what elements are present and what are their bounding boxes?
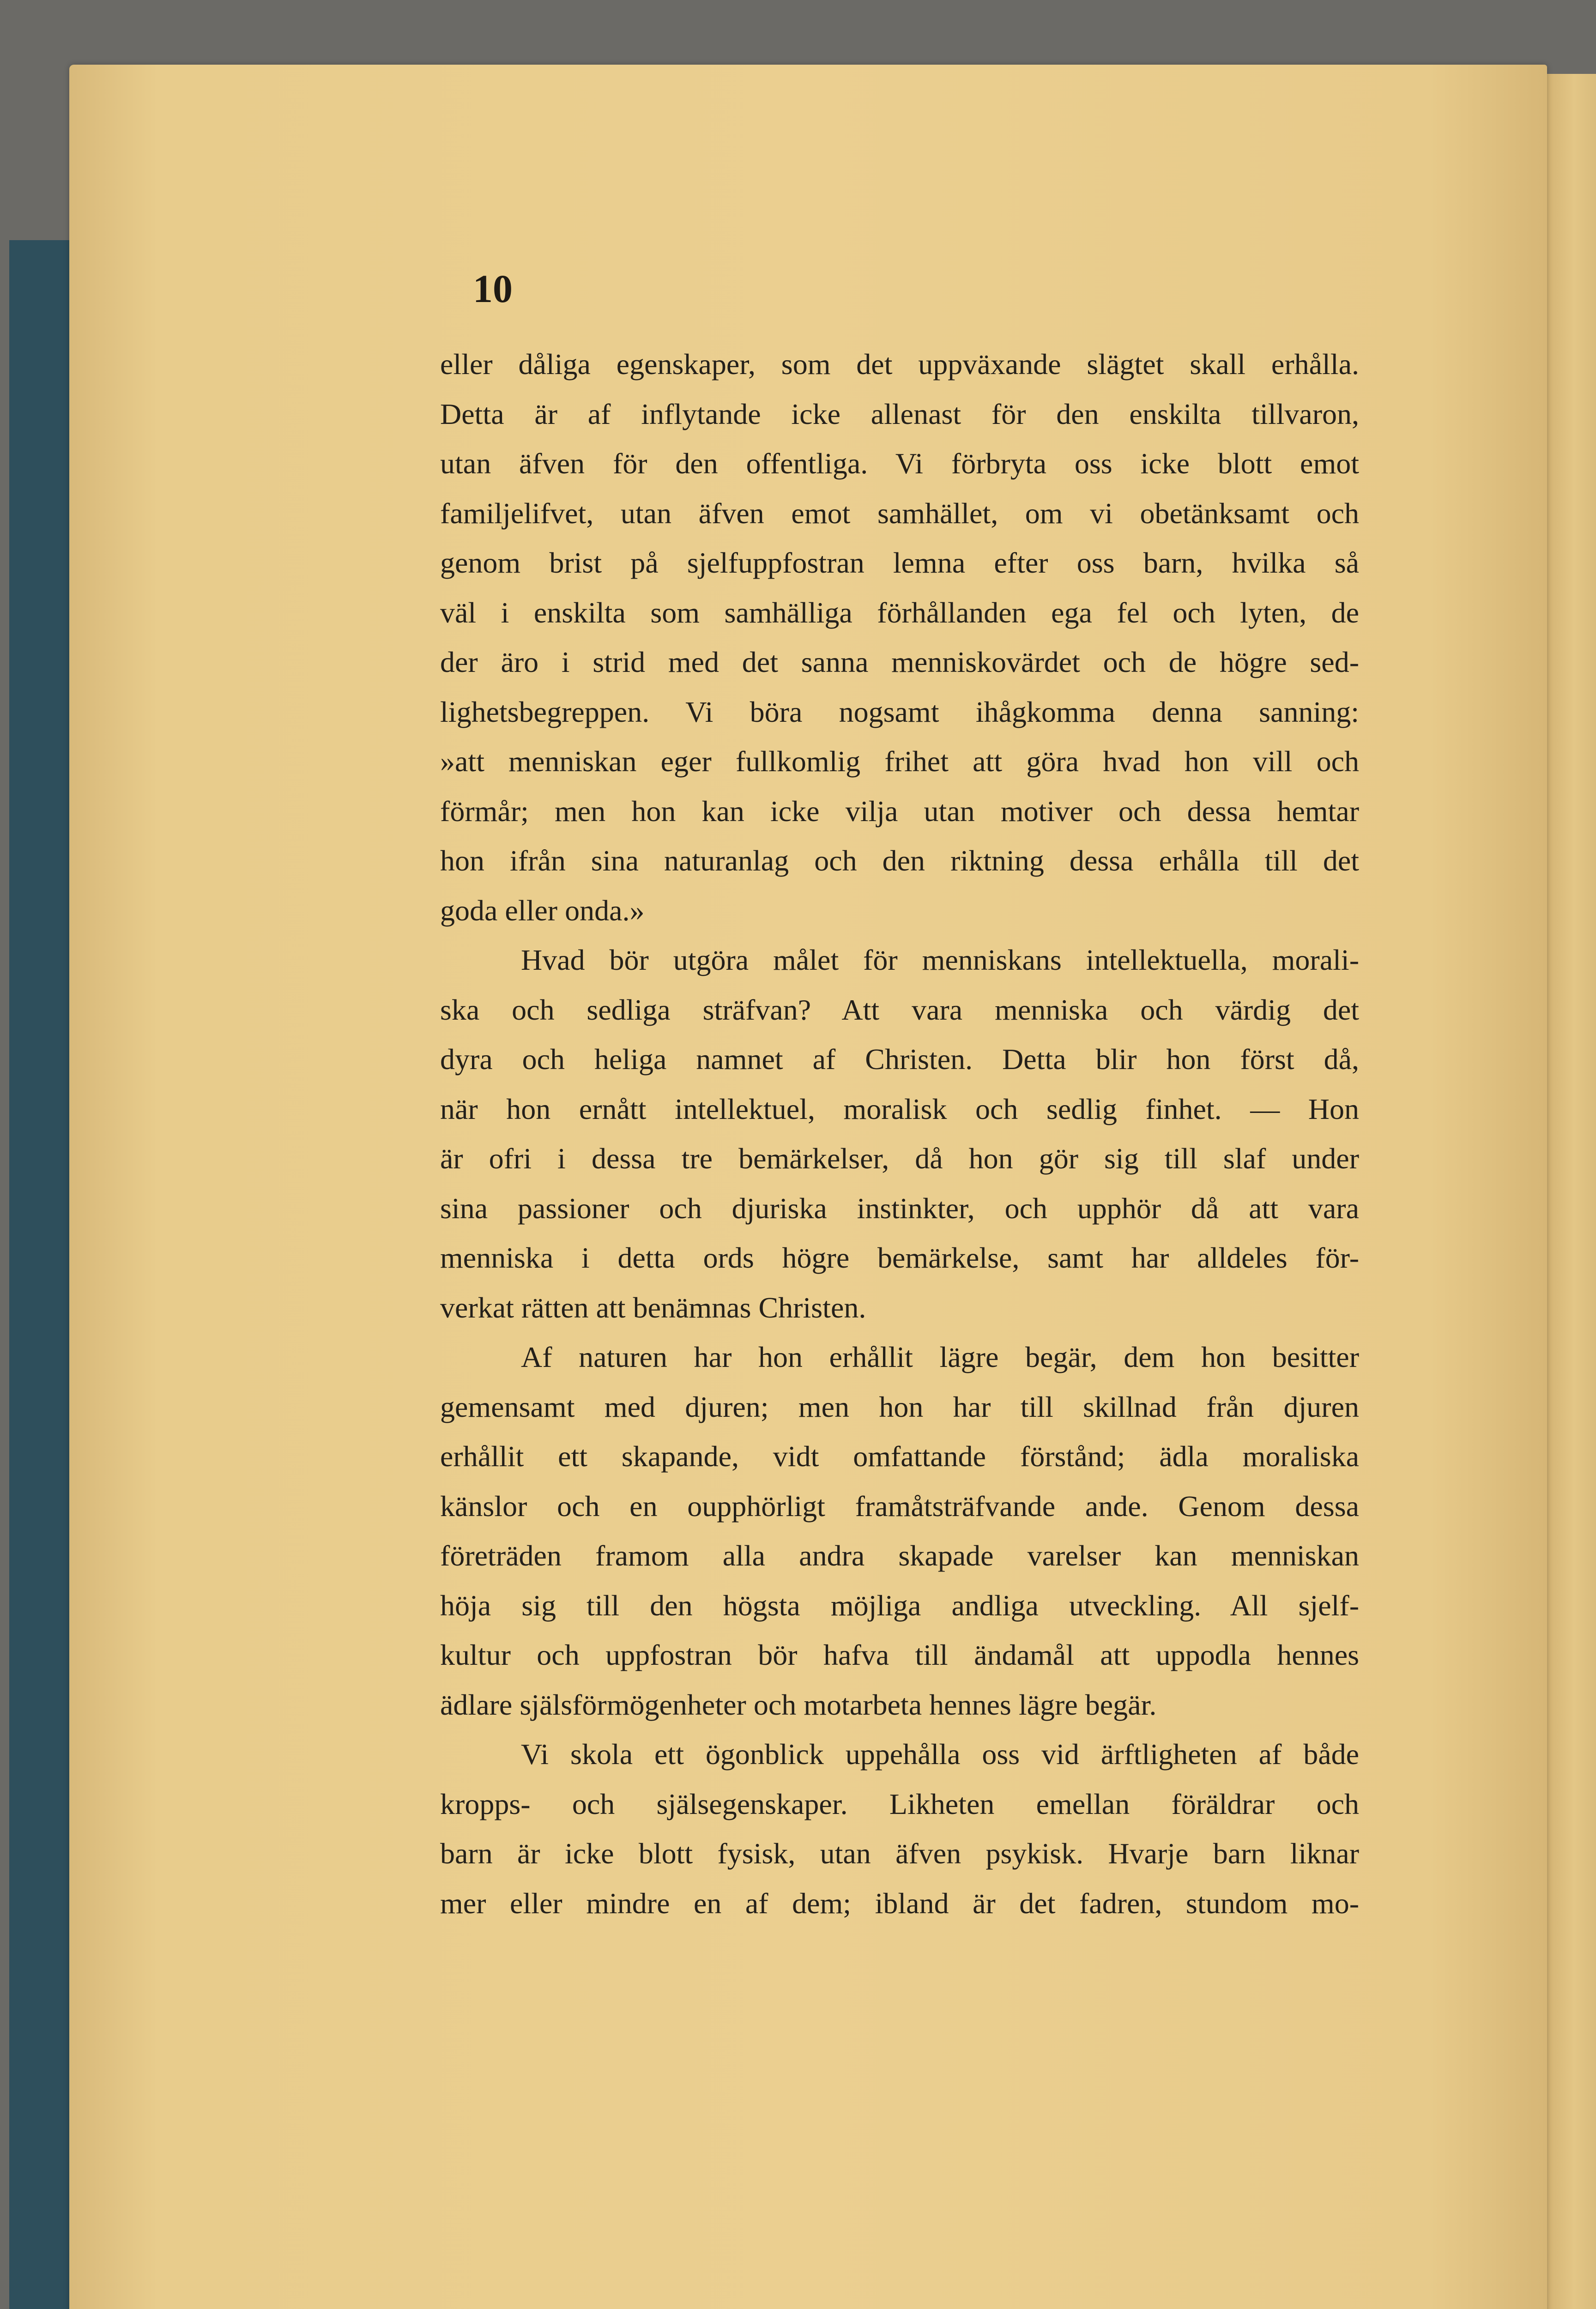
page-number: 10 (473, 266, 513, 311)
text-line: erhållit ett skapande, vidt omfattande förstånd; ädla moraliska (440, 1440, 1359, 1473)
text-line: eller dåliga egenskaper, som det uppväxande slägtet skall erhålla. (440, 348, 1359, 381)
text-line: utan äfven för den offentliga. Vi förbryta oss icke blott emot (440, 447, 1359, 480)
text-line: der äro i strid med det sanna menniskovärdet och de högre sed- (440, 646, 1359, 678)
text-line: ska och sedliga sträfvan? Att vara menniska och värdig det (440, 993, 1359, 1026)
text-line: kultur och uppfostran bör hafva till ändamål att uppodla hennes (440, 1638, 1359, 1671)
text-line: lighetsbegreppen. Vi böra nogsamt ihågkomma denna sanning: (440, 695, 1359, 728)
text-line: Vi skola ett ögonblick uppehålla oss vid ärftligheten af både (521, 1738, 1359, 1771)
body-text (440, 339, 1359, 1928)
text-line: sina passioner och djuriska instinkter, och upphör då att vara (440, 1191, 1359, 1225)
text-line: mer eller mindre en af dem; ibland är det fadren, stundom mo- (440, 1886, 1359, 1920)
text-line: företräden framom alla andra skapade varelser kan menniskan (440, 1539, 1359, 1572)
text-line: goda eller onda.» (440, 894, 645, 927)
text-line: hon ifrån sina naturanlag och den riktning dessa erhålla till det (440, 844, 1359, 877)
text-line: genom brist på sjelfuppfostran lemna efter oss barn, hvilka så (440, 546, 1359, 579)
text-line: Detta är af inflytande icke allenast för den enskilta tillvaron, (440, 397, 1359, 430)
text-line: barn är icke blott fysisk, utan äfven psykisk. Hvarje barn liknar (440, 1837, 1359, 1870)
text-line: är ofri i dessa tre bemärkelser, då hon gör sig till slaf under (440, 1142, 1359, 1175)
text-line: förmår; men hon kan icke vilja utan motiver och dessa hemtar (440, 794, 1359, 828)
text-line: verkat rätten att benämnas Christen. (440, 1291, 866, 1324)
text-line: familjelifvet, utan äfven emot samhället, om vi obetänksamt och (440, 496, 1359, 530)
text-line: Af naturen har hon erhållit lägre begär, dem hon besitter (521, 1341, 1359, 1373)
text-line: kropps- och själsegenskaper. Likheten emellan föräldrar och (440, 1787, 1359, 1820)
text-line: »att menniskan eger fullkomlig frihet att göra hvad hon vill och (440, 745, 1359, 778)
text-line: dyra och heliga namnet af Christen. Detta blir hon först då, (440, 1043, 1359, 1076)
text-line: ädlare själsförmögenheter och motarbeta hennes lägre begär. (440, 1688, 1157, 1721)
text-line: höja sig till den högsta möjliga andliga utveckling. All sjelf- (440, 1589, 1359, 1622)
text-line: gemensamt med djuren; men hon har till skillnad från djuren (440, 1390, 1359, 1423)
text-line: väl i enskilta som samhälliga förhållanden ega fel och lyten, de (440, 596, 1359, 629)
text-line: Hvad bör utgöra målet för menniskans intellektuella, morali- (521, 943, 1359, 976)
text-line: menniska i detta ords högre bemärkelse, samt har alldeles för- (440, 1241, 1359, 1274)
text-line: känslor och en oupphörligt framåtsträfvande ande. Genom dessa (440, 1489, 1359, 1523)
text-line: när hon ernått intellektuel, moralisk och sedlig finhet. — Hon (440, 1092, 1359, 1125)
